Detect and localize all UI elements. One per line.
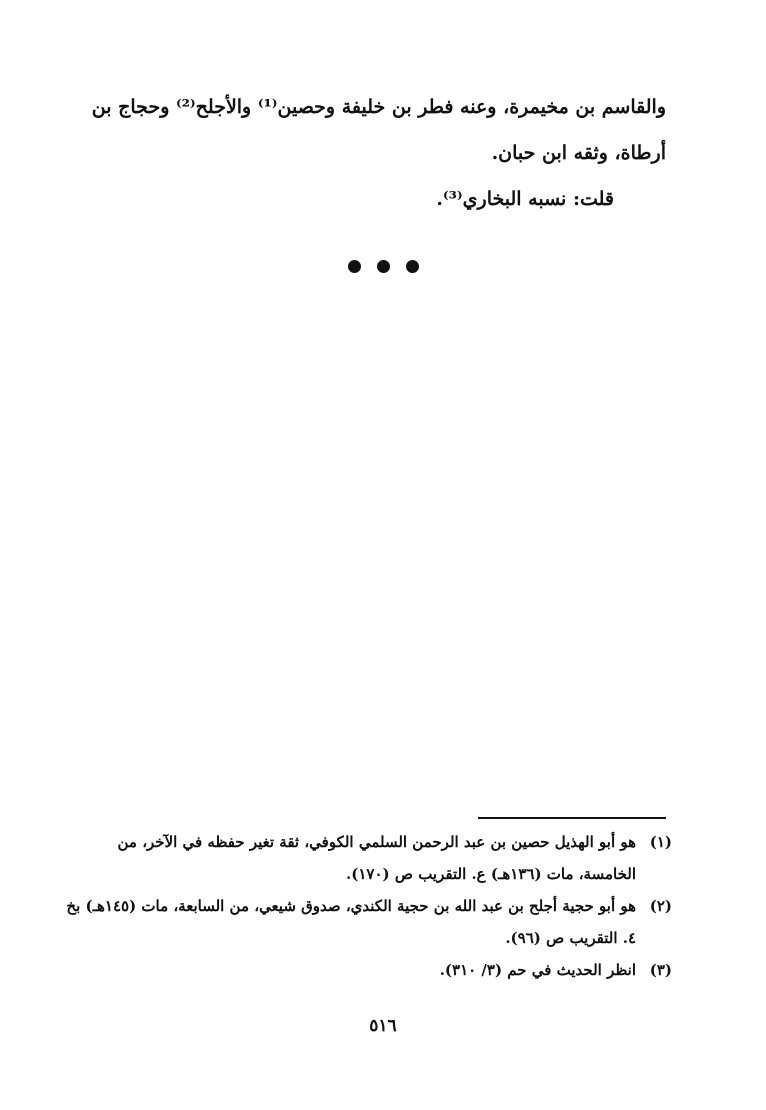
footnote-text: انظر الحديث في حم (٣/ ٣١٠).	[439, 961, 636, 979]
footnote-number: (٣)	[649, 961, 672, 979]
separator-dot	[348, 260, 361, 273]
footnote-number: (١)	[649, 833, 672, 851]
footnote-divider	[478, 817, 666, 819]
page-number: ٥١٦	[369, 1016, 397, 1036]
separator-dot	[377, 260, 390, 273]
main-text	[66, 84, 666, 222]
footnote-text: هو أبو الهذيل حصين بن عبد الرحمن السلمي الكوفي، ثقة تغير حفظه في الآخر، من الخامسة، مات (١٣٦هـ) ع. التقريب ص (١٧٠).	[117, 833, 636, 883]
author-remark: قلت: نسبه البخاري⁽³⁾.	[436, 188, 614, 210]
footnote-1	[66, 826, 672, 890]
separator-dot	[406, 260, 419, 273]
footnote-text: هو أبو حجية أجلح بن عبد الله بن حجية الكندي، صدوق شيعي، من السابعة، مات (١٤٥هـ) بخ ٤. التقريب ص (٩٦).	[66, 897, 636, 947]
footnote-2	[66, 890, 672, 954]
footnote-number: (٢)	[649, 897, 672, 915]
footnotes	[66, 826, 672, 986]
body-line-1: والقاسم بن مخيمرة، وعنه فطر بن خليفة وحصين⁽¹⁾ والأجلح⁽²⁾ وحجاج بن	[91, 96, 666, 118]
body-line-2: أرطاة، وثقه ابن حبان.	[491, 142, 666, 164]
footnote-3	[66, 954, 672, 986]
section-separator	[0, 260, 766, 273]
